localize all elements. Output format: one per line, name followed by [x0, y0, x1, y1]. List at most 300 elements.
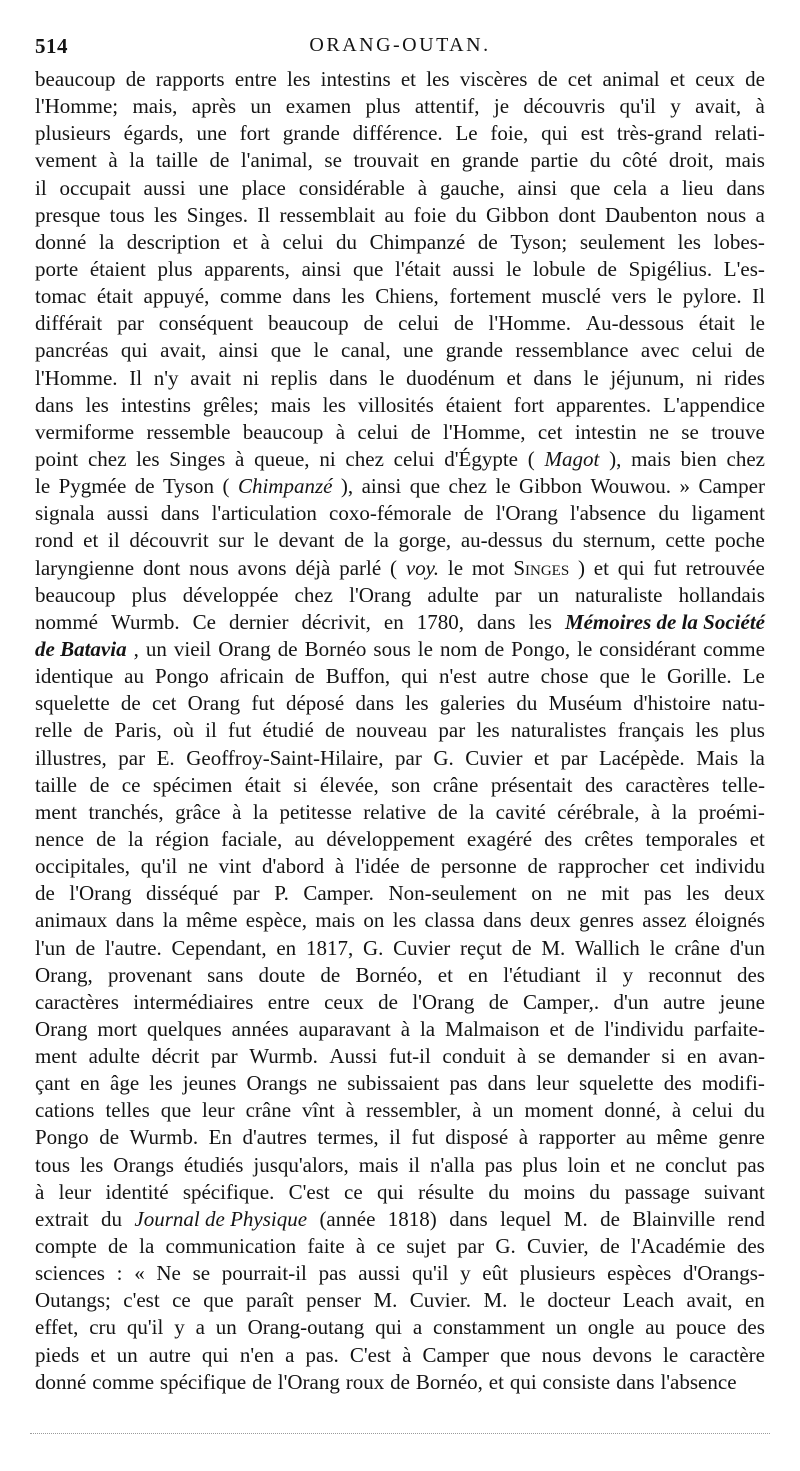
word: l'Homme, [442, 419, 526, 444]
word: mit [601, 881, 630, 906]
word: décrivit, [301, 609, 371, 634]
word: du [552, 528, 574, 553]
word: grâce [175, 799, 221, 824]
word: le [253, 528, 269, 553]
word: d'Orangs- [682, 1261, 765, 1286]
word: jusqu'alors, [253, 1152, 349, 1177]
word: un [145, 636, 167, 661]
word: Orang [218, 636, 271, 661]
word: la [162, 908, 178, 933]
word: une [403, 338, 434, 363]
word: vermiforme [35, 419, 135, 444]
word: qui [201, 1342, 229, 1367]
word: conclut [665, 1152, 727, 1177]
word: ressemblance [515, 338, 629, 363]
styled-text: Chimpanzé [237, 474, 333, 499]
word: ce [121, 772, 141, 797]
text-line [35, 880, 765, 907]
word: ne [635, 1152, 656, 1177]
word: de [537, 67, 558, 91]
word: deux [724, 881, 765, 906]
word: L'es- [723, 256, 765, 281]
word: place [241, 175, 286, 200]
text-line [35, 147, 765, 174]
word: même [656, 1125, 708, 1150]
word: de [488, 989, 509, 1014]
word: Il [752, 284, 765, 309]
word: dans [483, 908, 522, 933]
word: où [172, 718, 194, 743]
word: Buffon, [325, 664, 391, 689]
word: de [597, 256, 617, 281]
word: chez [726, 446, 765, 471]
word: Daubenton [605, 202, 698, 227]
word: ainsi [301, 256, 342, 281]
text-line [35, 907, 765, 934]
word: intestins [320, 67, 391, 91]
word: Chimpanzé [369, 229, 466, 254]
word: de [325, 718, 345, 743]
word: natu- [721, 691, 765, 716]
word: trouvait [353, 148, 419, 173]
word: par [494, 582, 522, 607]
word: l'Académie [630, 1234, 726, 1259]
word: les [686, 881, 710, 906]
word: Mais [696, 745, 739, 770]
word: caractères [35, 989, 119, 1014]
text-line [35, 229, 765, 256]
word: qu'il [619, 94, 656, 119]
styled-text: Magot [544, 446, 600, 471]
word: autre [663, 989, 706, 1014]
word: « [134, 1261, 145, 1286]
word: il [205, 718, 217, 743]
word: cet [537, 419, 563, 444]
word: Au-dessous [585, 311, 684, 336]
word: deux [529, 908, 571, 933]
word: Pongo [35, 1125, 89, 1150]
word: une [198, 175, 229, 200]
word: déposé [285, 691, 345, 716]
text-line [35, 283, 765, 310]
word: Singes [169, 446, 226, 471]
word: sans [207, 962, 244, 987]
word: ainsi [218, 338, 259, 363]
word: de [437, 799, 458, 824]
word: égards, [123, 121, 184, 146]
word: Camper,. [522, 989, 600, 1014]
word: personne [440, 854, 517, 879]
word: décrit [151, 1044, 200, 1069]
word: assez [642, 908, 687, 933]
word: ainsi [361, 474, 402, 499]
word: l'Homme. [488, 311, 572, 336]
word: que [160, 1098, 192, 1123]
word: le [506, 256, 522, 281]
word: pas [449, 1071, 478, 1096]
word: fut [653, 555, 677, 580]
text-line [35, 365, 765, 392]
word: Singes. [186, 202, 248, 227]
word: et [506, 365, 522, 390]
word: l'animal, [240, 148, 313, 173]
word: du [455, 202, 477, 227]
word: laryngienne [35, 555, 135, 580]
word: moins [523, 1179, 575, 1204]
word: pas [643, 881, 672, 906]
word: de [344, 528, 364, 553]
word: un [555, 1315, 577, 1340]
word: éloignés [694, 908, 765, 933]
word: Le [455, 121, 478, 146]
word: crâne [674, 935, 720, 960]
word: je [493, 94, 510, 119]
text-line [35, 690, 765, 717]
word: gauche, [439, 175, 505, 200]
word: par [232, 881, 260, 906]
word: à [355, 1234, 366, 1259]
word: de [89, 772, 110, 797]
word: pouce [675, 1315, 727, 1340]
word: y [174, 1315, 185, 1340]
word: à [335, 419, 346, 444]
word: nous [189, 555, 229, 580]
word: leur [536, 1071, 569, 1096]
word: et [83, 528, 99, 553]
word: étaient [445, 392, 502, 417]
word: de [294, 664, 315, 689]
word: Bornéo [304, 636, 367, 661]
word: Wurmb. [111, 609, 180, 634]
word: les [341, 284, 365, 309]
word: ressemblait [279, 202, 376, 227]
word: çant [35, 1071, 70, 1096]
word: C'est [288, 1179, 330, 1204]
word: qui [509, 1369, 537, 1394]
word: se [681, 419, 699, 444]
word: plusieurs [519, 1261, 596, 1286]
word: celui [393, 446, 435, 471]
word: de [410, 419, 431, 444]
word: à [650, 799, 661, 824]
word: animal [602, 67, 660, 91]
word: un [537, 582, 559, 607]
word: dans [355, 691, 394, 716]
text-line [35, 175, 765, 202]
word: sous [373, 636, 411, 661]
word: hollandais [678, 582, 765, 607]
word: petitesse [279, 799, 352, 824]
text-line [35, 772, 765, 799]
footer-rule [30, 1433, 770, 1434]
word: de [134, 474, 155, 499]
text-line [35, 419, 765, 446]
word: et [593, 555, 609, 580]
text-line [35, 582, 765, 609]
running-title: ORANG-OUTAN. [309, 34, 491, 56]
word: région [155, 826, 209, 851]
text-line [35, 1260, 765, 1287]
word: description [126, 229, 221, 254]
word: faite [307, 1234, 345, 1259]
word: les [287, 67, 311, 91]
word: celui [692, 1098, 733, 1123]
word: musclé [541, 284, 601, 309]
word: le [640, 664, 656, 689]
word: seulement [579, 229, 665, 254]
word: dans [329, 365, 368, 390]
word: conséquent [158, 311, 254, 336]
word: donné [35, 229, 87, 254]
word: Cuvier, [527, 1234, 589, 1259]
word: devons [592, 1342, 652, 1367]
word: découvris [523, 94, 606, 119]
word: quelques [147, 1016, 222, 1041]
text-line [35, 962, 765, 989]
word: les [426, 67, 450, 91]
text-line [35, 745, 765, 772]
word: grêles; [202, 392, 259, 417]
word: rapports [155, 67, 225, 91]
word: jeune [719, 989, 765, 1014]
word: Gibbon [519, 474, 583, 499]
word: les [149, 1071, 173, 1096]
word: dans [487, 1071, 527, 1096]
text-line [35, 717, 765, 744]
word: Orangs [246, 1071, 308, 1096]
word: leur [202, 1098, 235, 1123]
word: la [128, 826, 144, 851]
word: mais, [132, 94, 178, 119]
word: chez [448, 474, 487, 499]
word: entre [234, 67, 277, 91]
word: nouveau [356, 718, 428, 743]
word: un [215, 1315, 237, 1340]
word: au [124, 664, 144, 689]
word: à [232, 799, 242, 824]
word: les [79, 1152, 104, 1177]
word: a [755, 202, 765, 227]
word: donné, [604, 1098, 661, 1123]
word: plus [131, 582, 167, 607]
word: squelette [578, 1071, 654, 1096]
word: crâne [245, 1098, 292, 1123]
word: passage [624, 1179, 690, 1204]
word: intestins [120, 392, 191, 417]
word: tous [35, 1152, 71, 1177]
word: et [400, 67, 417, 91]
word: jéjunum, [610, 365, 685, 390]
word: par [210, 1044, 238, 1069]
word: à [472, 1098, 482, 1123]
word: examen [285, 94, 352, 119]
word: 1780, [416, 609, 465, 634]
word: avons [237, 555, 287, 580]
word: y [670, 94, 681, 119]
word: à [35, 1179, 45, 1204]
text-line [35, 1179, 765, 1206]
word: adulte [427, 582, 479, 607]
word: l'Orang [412, 989, 475, 1014]
word: genres [579, 908, 634, 933]
word: cet [151, 691, 177, 716]
text-line [35, 1152, 765, 1179]
word: trouve [711, 419, 765, 444]
word: l'articulation [211, 501, 317, 526]
word: sternum, [582, 528, 656, 553]
word: fort [239, 121, 270, 146]
word: que [352, 256, 384, 281]
word: en [468, 962, 488, 987]
word: sujet [406, 1234, 447, 1259]
word: et [437, 962, 453, 987]
word: ne [649, 419, 669, 444]
word: de [83, 718, 104, 743]
word: des [736, 962, 765, 987]
word: le [447, 555, 464, 580]
word: des [663, 1071, 692, 1096]
word: presque [35, 202, 101, 227]
word: mais [358, 1152, 399, 1177]
text-line [35, 202, 765, 229]
text-line [35, 1287, 765, 1314]
word: pieds [35, 1342, 80, 1367]
word: Aussi [329, 1044, 378, 1069]
word: termes, [317, 1125, 379, 1150]
word: signala [35, 501, 95, 526]
word: d'un [613, 989, 649, 1014]
word: relative [363, 799, 427, 824]
word: des [736, 1234, 765, 1259]
word: cet [567, 67, 593, 91]
word: de [120, 691, 141, 716]
text-line [35, 66, 765, 93]
word: les [136, 446, 160, 471]
styled-text: Mémoires de la Société [564, 609, 765, 634]
text-line [35, 1016, 765, 1043]
word: considérable [298, 175, 405, 200]
word: résulte [418, 1179, 475, 1204]
word: conduit [442, 1044, 506, 1069]
word: cette [665, 528, 706, 553]
word: comme [219, 284, 282, 309]
text-line [35, 93, 765, 120]
word: au [294, 826, 315, 851]
word: les [85, 392, 109, 417]
word: d'Égypte [444, 446, 519, 471]
word: beaucoup [35, 67, 116, 91]
word: du [589, 148, 611, 173]
word: rides [724, 365, 765, 390]
word: Gibbon [485, 202, 549, 227]
word: mais [631, 446, 671, 471]
word: ( [222, 474, 230, 499]
word: vieil [173, 636, 212, 661]
word: de [484, 636, 505, 661]
word: spécifique [159, 1369, 247, 1394]
word: paraît [245, 1288, 294, 1313]
word: Cuvier [393, 935, 451, 960]
word: Tyson; [510, 229, 568, 254]
word: avait [190, 365, 232, 390]
text-line [35, 392, 765, 419]
word: du [589, 1179, 611, 1204]
word: a [195, 1315, 205, 1340]
word: spécifique. [182, 1179, 275, 1204]
text-line [35, 1233, 765, 1260]
word: le [313, 338, 329, 363]
word: pylore. [682, 284, 742, 309]
word: droit, [668, 148, 714, 173]
word: cru [89, 1315, 117, 1340]
word: porte [35, 256, 79, 281]
word: l'un [35, 935, 66, 960]
text-line [35, 1206, 765, 1233]
word: la [139, 1234, 155, 1259]
text-line [35, 1314, 765, 1341]
word: de [477, 229, 498, 254]
word: G. [495, 1234, 516, 1259]
word: chez [87, 446, 127, 471]
word: pas [318, 1261, 347, 1286]
word: au [384, 202, 405, 227]
word: M. [541, 935, 566, 960]
word: n'y [153, 365, 179, 390]
word: et [90, 1342, 106, 1367]
word: déjà [295, 555, 331, 580]
word: avec [640, 338, 680, 363]
word: et [610, 1152, 626, 1177]
word: Ne [156, 1261, 181, 1286]
word: Muséum [548, 691, 623, 716]
word: Wurmb. [129, 1125, 199, 1150]
word: par [438, 718, 466, 743]
word: il [35, 175, 47, 200]
word: qui [375, 1315, 402, 1340]
word: il [389, 1125, 401, 1150]
word: Chiens, [375, 284, 439, 309]
word: effet, [35, 1315, 79, 1340]
word: apparents, [204, 256, 290, 281]
word: dans [115, 908, 155, 933]
word: de [96, 826, 116, 851]
word: si [661, 1044, 676, 1069]
word: tomac [35, 284, 87, 309]
word: caractères [625, 772, 710, 797]
word: jeunes [182, 1071, 237, 1096]
text-line [35, 935, 765, 962]
word: en [686, 1044, 707, 1069]
word: de [209, 148, 230, 173]
word: de [277, 636, 298, 661]
word: ), [609, 446, 622, 471]
word: celui [398, 311, 439, 336]
word: côté [622, 148, 658, 173]
word: à [518, 1125, 529, 1150]
body-text [35, 66, 765, 1396]
word: Il [129, 365, 143, 390]
word: à [260, 229, 270, 254]
word: faciale, [221, 826, 283, 851]
word: canal, [341, 338, 391, 363]
word: l'Homme. [35, 365, 118, 390]
word: des [544, 826, 573, 851]
word: plus [522, 1152, 558, 1177]
text-line [35, 1369, 765, 1396]
word: de [745, 67, 765, 91]
word: rapprocher [558, 854, 649, 879]
word: crâne [432, 772, 479, 797]
